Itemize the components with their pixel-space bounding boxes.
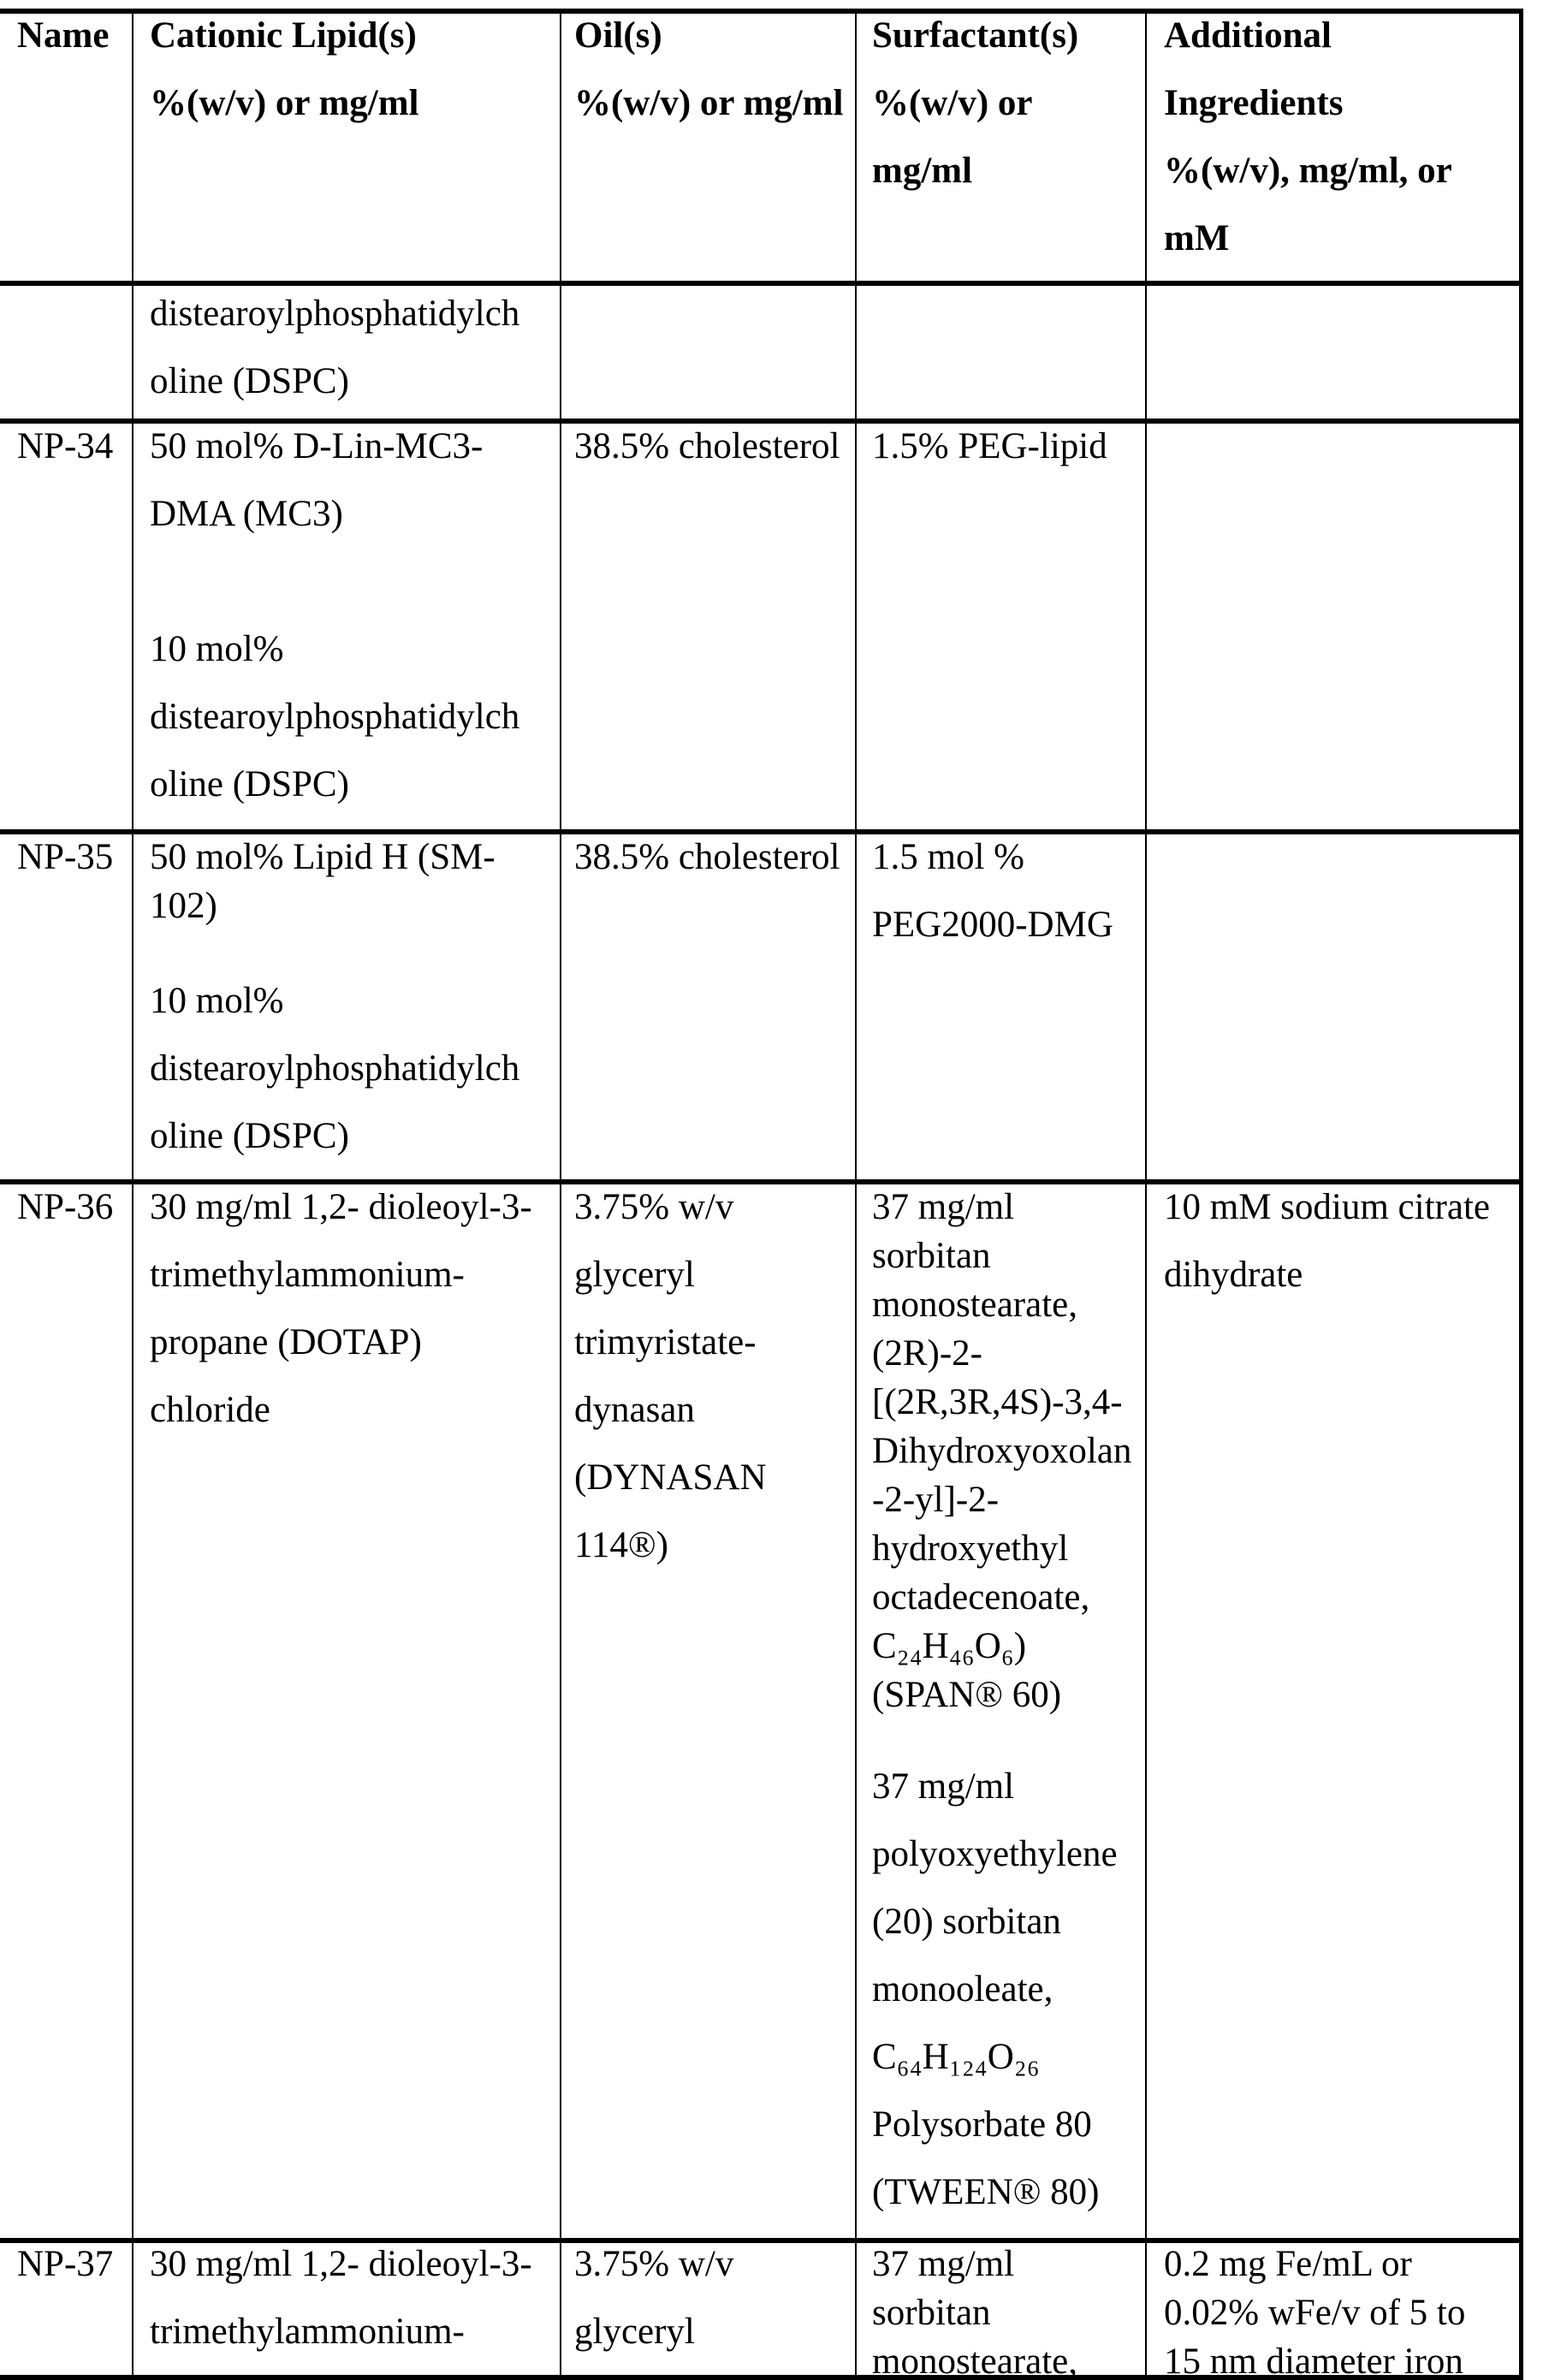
- table-cell-surfactant: 37 mg/ml sorbitan monostearate, (2R)-2- [(2R,3R,4S)-3,4- Dihydroxyoxolan -2-yl]-2- hydroxyethyl octadecenoate, C₂₄H₄₆O₆) (SPAN® 60): [872, 1183, 1144, 1730]
- header-name: Name: [17, 2, 132, 276]
- table-cell-additional: 10 mM sodium citrate dihydrate: [1164, 1173, 1518, 2235]
- column-rule: [560, 10, 561, 2377]
- header-oil: Oil(s) %(w/v) or mg/ml: [574, 2, 854, 276]
- table-cell-cationic: 30 mg/ml 1,2- dioleoyl-3- trimethylammonium- propane (DOTAP) chloride: [150, 1173, 559, 2235]
- table-cell-cationic: distearoylphosphatidylch oline (DSPC): [150, 280, 559, 417]
- table-cell-name: NP-36: [17, 1173, 132, 2235]
- table-cell-additional: 0.2 mg Fe/mL or 0.02% wFe/v of 5 to 15 nm diameter iron: [1164, 2240, 1518, 2375]
- header-additional-ingredients: Additional Ingredients %(w/v), mg/ml, or mM: [1164, 2, 1518, 276]
- header-cationic-lipid: Cationic Lipid(s) %(w/v) or mg/ml: [150, 2, 559, 276]
- table-cell-surfactant: 37 mg/ml polyoxyethylene (20) sorbitan monooleate, C₆₄H₁₂₄O₂₆ Polysorbate 80 (TWEEN® 80): [872, 1753, 1144, 2236]
- table-cell-cationic: 50 mol% D-Lin-MC3- DMA (MC3) 10 mol% distearoylphosphatidylch oline (DSPC): [150, 412, 559, 828]
- column-rule: [1145, 10, 1147, 2377]
- table-cell-cationic: 50 mol% Lipid H (SM- 102): [150, 833, 559, 935]
- header-surfactant: Surfactant(s) %(w/v) or mg/ml: [872, 2, 1144, 276]
- table-cell-oil: 38.5% cholesterol: [574, 412, 854, 823]
- column-rule: [132, 10, 134, 2377]
- table-cell-name: NP-34: [17, 412, 132, 823]
- table-cell-cationic: 30 mg/ml 1,2- dioleoyl-3- trimethylammonium-: [150, 2230, 559, 2375]
- table-cell-name: NP-37: [17, 2230, 132, 2375]
- table-cell-cationic: 10 mol% distearoylphosphatidylch oline (DSPC): [150, 967, 559, 1177]
- column-rule: [855, 10, 857, 2377]
- table-cell-oil: 3.75% w/v glyceryl: [574, 2230, 854, 2375]
- column-rule: [1519, 10, 1523, 2377]
- table-cell-surfactant: 1.5% PEG-lipid: [872, 412, 1144, 823]
- table-cell-surfactant: 1.5 mol % PEG2000-DMG: [872, 823, 1144, 1174]
- table-cell-oil: 38.5% cholesterol: [574, 823, 854, 1174]
- table-cell-name: NP-35: [17, 823, 132, 1174]
- table-cell-surfactant: 37 mg/ml sorbitan monostearate,: [872, 2240, 1144, 2375]
- table-cell-oil: 3.75% w/v glyceryl trimyristate- dynasan (DYNASAN 114®): [574, 1173, 854, 2235]
- table-rule: [0, 2375, 1523, 2380]
